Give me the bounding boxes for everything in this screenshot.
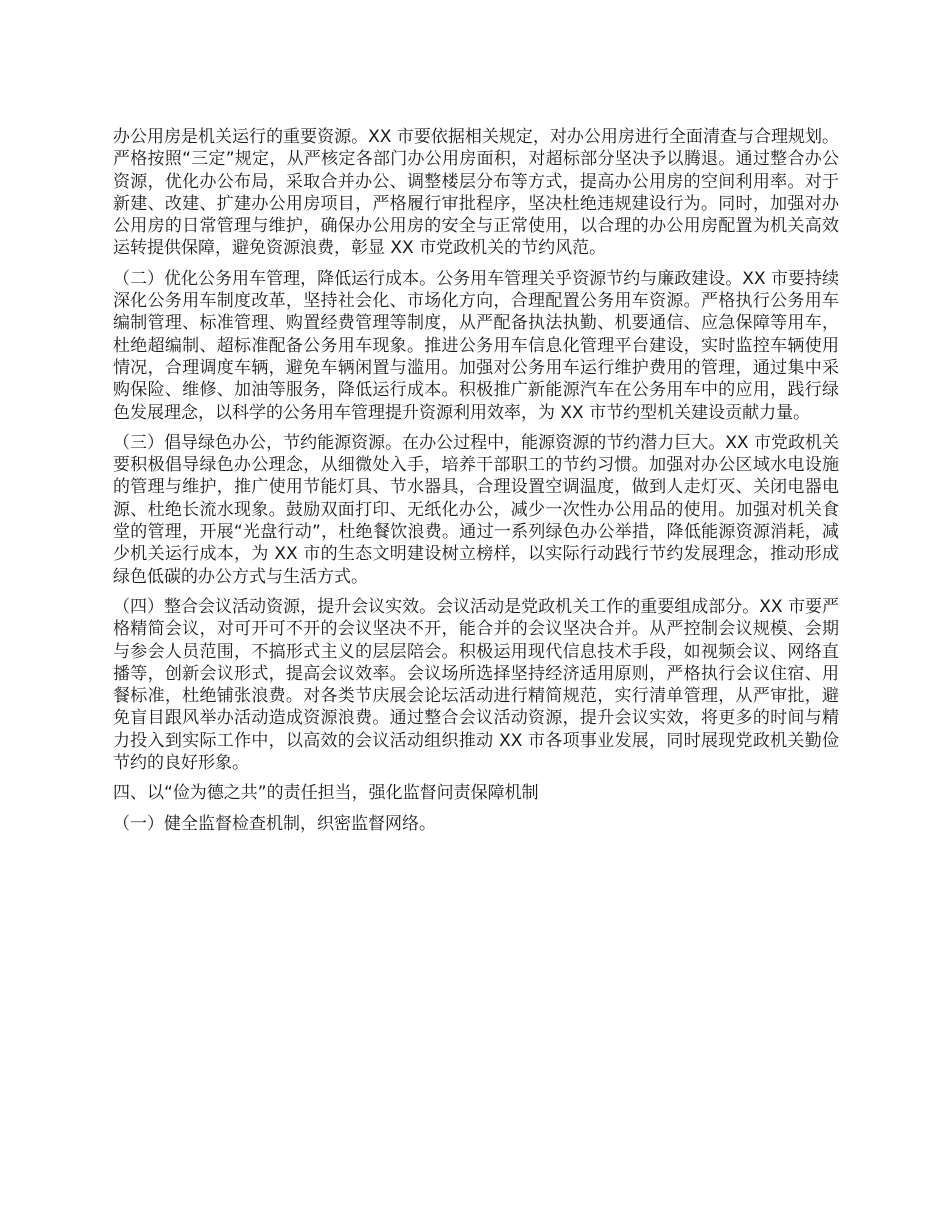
subheading: （一）健全监督检查机制，织密监督网络。: [113, 813, 436, 834]
section-heading: 四、以“俭为德之共”的责任担当，强化监督问责保障机制: [113, 783, 539, 804]
paragraph-official-vehicles: （二）优化公务用车管理，降低运行成本。公务用车管理关乎资源节约与廉政建设。XX 市要持续深化公务用车制度改革，坚持社会化、市场化方向，合理配置公务用车资源。严格执行公务用车编制管理、标准管理、购置经费管理等制度，从严配备执法执勤、机要通信、应急保障等用车，杜绝超编制、超标准配备公务用车现象。推进公务用车信息化管理平台建设，实时监控车辆使用情况，合理调度车辆，避免车辆闲置与滥用。加强对公务用车运行维护费用的管理，通过集中采购保险、维修、加油等服务，降低运行成本。积极推广新能源汽车在公务用车中的应用，践行绿色发展理念，以科学的公务用车管理提升资源利用效率，为 XX 市节约型机关建设贡献力量。: [113, 268, 839, 423]
paragraph-office-space: 办公用房是机关运行的重要资源。XX 市要依据相关规定，对办公用房进行全面清查与合理规划。严格按照“三定”规定，从严核定各部门办公用房面积，对超标部分坚决予以腾退。通过整合办公资源，优化办公布局，采取合并办公、调整楼层分布等方式，提高办公用房的空间利用率。对于新建、改建、扩建办公用房项目，严格履行审批程序，坚决杜绝违规建设行为。同时，加强对办公用房的日常管理与维护，确保办公用房的安全与正常使用，以合理的办公用房配置为机关高效运转提供保障，避免资源浪费，彰显 XX 市党政机关的节约风范。: [113, 127, 839, 259]
paragraph-green-office: （三）倡导绿色办公，节约能源资源。在办公过程中，能源资源的节约潜力巨大。XX 市党政机关要积极倡导绿色办公理念，从细微处入手，培养干部职工的节约习惯。加强对办公区域水电设施的管理与维护，推广使用节能灯具、节水器具，合理设置空调温度，做到人走灯灭、关闭电器电源、杜绝长流水现象。鼓励双面打印、无纸化办公，减少一次性办公用品的使用。加强对机关食堂的管理，开展“光盘行动”，杜绝餐饮浪费。通过一系列绿色办公举措，降低能源资源消耗，减少机关运行成本，为 XX 市的生态文明建设树立榜样，以实际行动践行节约发展理念，推动形成绿色低碳的办公方式与生活方式。: [113, 432, 839, 587]
document-page: [113, 126, 839, 843]
paragraph-meeting-resources: （四）整合会议活动资源，提升会议实效。会议活动是党政机关工作的重要组成部分。XX 市要严格精简会议，对可开可不开的会议坚决不开，能合并的会议坚决合并。从严控制会议规模、会期与参会人员范围，不搞形式主义的层层陪会。积极运用现代信息技术手段，如视频会议、网络直播等，创新会议形式，提高会议效率。会议场所选择坚持经济适用原则，严格执行会议住宿、用餐标准，杜绝铺张浪费。对各类节庆展会论坛活动进行精简规范，实行清单管理，从严审批，避免盲目跟风举办活动造成资源浪费。通过整合会议活动资源，提升会议实效，将更多的时间与精力投入到实际工作中，以高效的会议活动组织推动 XX 市各项事业发展，同时展现党政机关勤俭节约的良好形象。: [113, 596, 839, 774]
